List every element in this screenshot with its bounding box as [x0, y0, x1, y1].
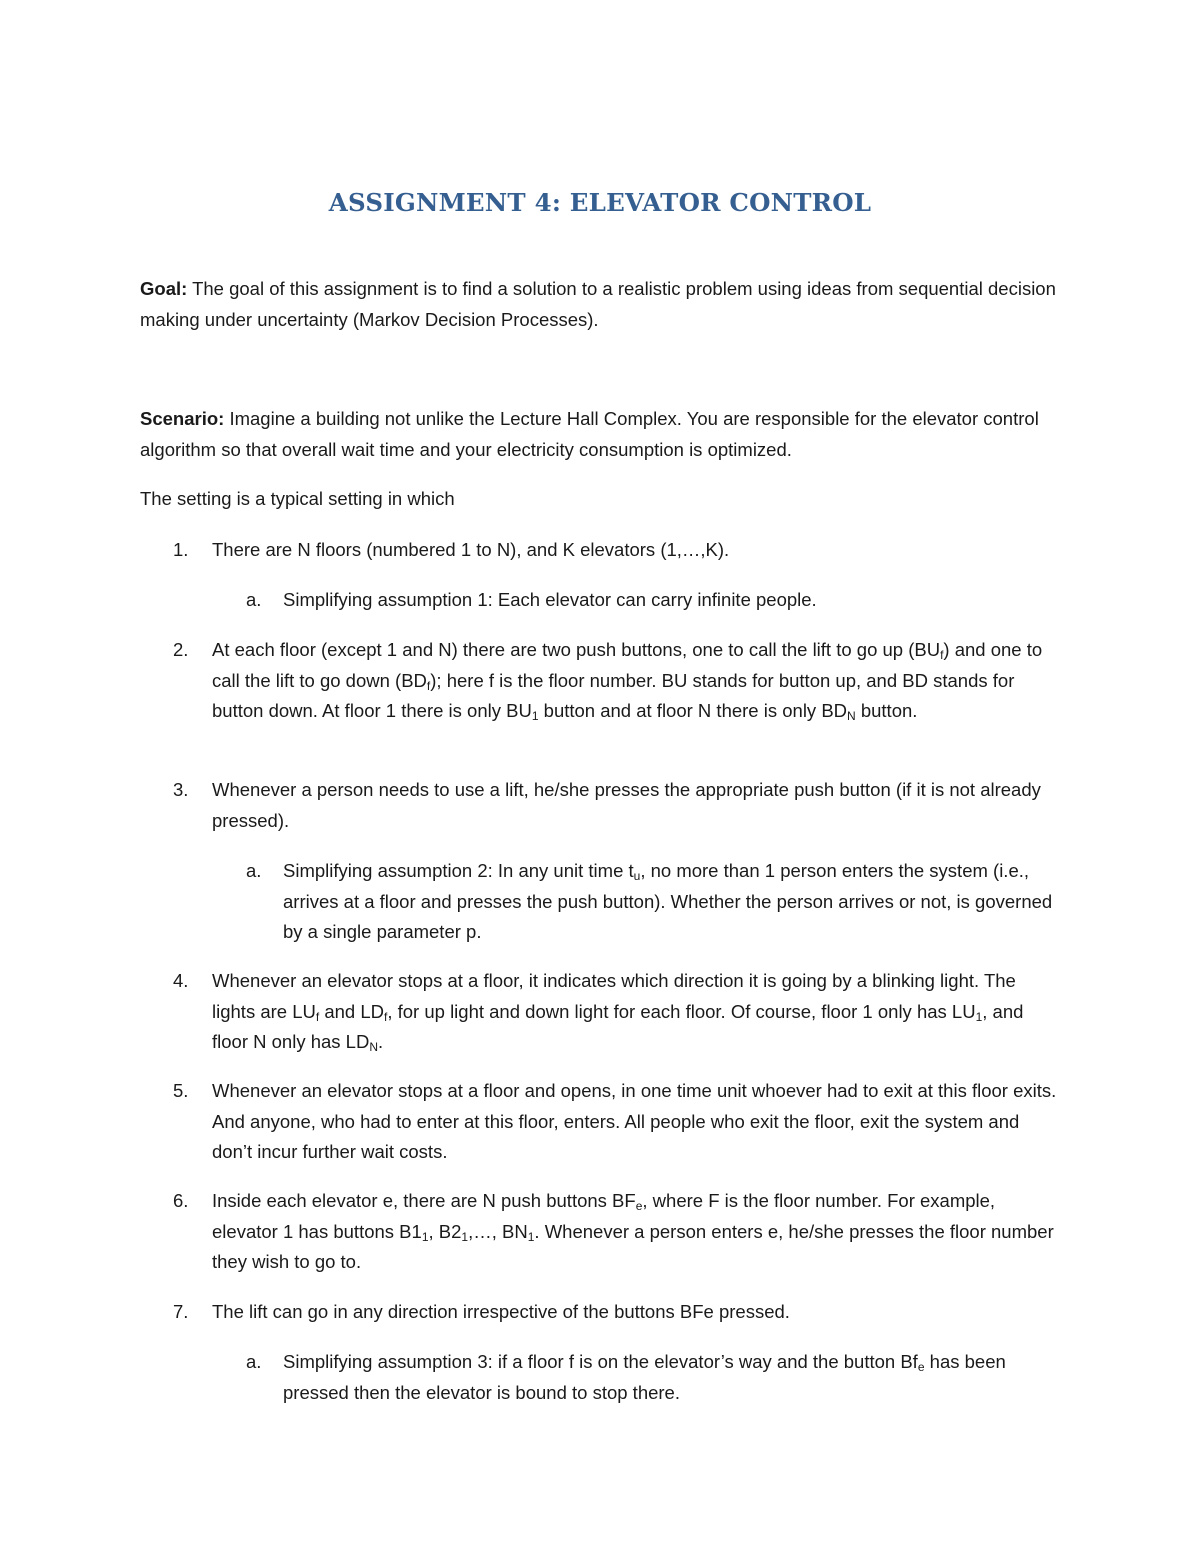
goal-label: Goal: — [140, 278, 188, 299]
list-item: There are N floors (numbered 1 to N), and K elevators (1,…,K). — [212, 539, 730, 560]
setting-intro: The setting is a typical setting in which — [140, 488, 455, 509]
scenario-label: Scenario: — [140, 408, 225, 429]
list-number: 6. — [173, 1190, 189, 1211]
list-number: 3. — [173, 779, 189, 800]
list-number: 7. — [173, 1301, 189, 1322]
list-number: 4. — [173, 970, 189, 991]
sublist-item: Simplifying assumption 2: In any unit time $t_u$, no more than 1 person enters the system (i.e., arrives at a floor and presses the push button). Whether the person arrives or not, is governed by a single parameter p. — [283, 860, 1053, 942]
sublist-letter: a. — [246, 860, 262, 881]
list-number: 1. — [173, 539, 189, 560]
sublist-item: Simplifying assumption 1: Each elevator can carry infinite people. — [283, 589, 817, 610]
list-number: 2. — [173, 639, 189, 660]
list-item: Whenever an elevator stops at a floor and opens, in one time unit whoever had to exit at this floor exits. And anyone, who had to enter at this floor, enters. All people who exit the floor, exit the system and don’t incur further wait costs. — [212, 1080, 1057, 1162]
sublist-letter: a. — [246, 589, 262, 610]
goal-text: The goal of this assignment is to find a solution to a realistic problem using ideas from sequential decision making under uncertainty (Markov Decision Processes). — [140, 278, 1056, 330]
goal-paragraph — [140, 274, 1065, 335]
list-item: Whenever a person needs to use a lift, he/she presses the appropriate push button (if it is not already pressed). — [212, 779, 1041, 831]
sublist-letter: a. — [246, 1351, 262, 1372]
list-item: Inside each elevator e, there are N push buttons $BF_e$, where F is the floor number. For example, elevator 1 has buttons $B1_1$, $B2_1,\dots$, $BN_1$. Whenever a person enters e, he/she presses the floor number they wish to go to. — [212, 1190, 1054, 1272]
list-item: The lift can go in any direction irrespective of the buttons BFe pressed. — [212, 1301, 790, 1322]
scenario-paragraph — [140, 404, 1065, 465]
list-number: 5. — [173, 1080, 189, 1101]
list-item: At each floor (except 1 and N) there are two push buttons, one to call the lift to go up $(BU_f)$ and one to call the lift to go down $(BD_f)$; here f is the floor number. BU stands for button up, and BD stands for button down. At floor 1 there is only $BU_1$ button and at floor N there is only $BD_N$ button. — [212, 639, 1043, 723]
sublist-item: Simplifying assumption 3: if a floor f is on the elevator’s way and the button $Bf_e$ has been pressed then the elevator is bound to stop there. — [283, 1351, 1006, 1403]
list-item: Whenever an elevator stops at a floor, it indicates which direction it is going by a blinking light. The lights are $LU_f$ and $LD_f$, for up light and down light for each floor. Of course, floor 1 only has $LU_1$, and floor N only has $LD_N$. — [212, 970, 1024, 1054]
scenario-text: Imagine a building not unlike the Lecture Hall Complex. You are responsible for the elevator control algorithm so that overall wait time and your electricity consumption is optimized. — [140, 408, 1039, 460]
page-title: ASSIGNMENT 4: ELEVATOR CONTROL — [328, 188, 872, 217]
